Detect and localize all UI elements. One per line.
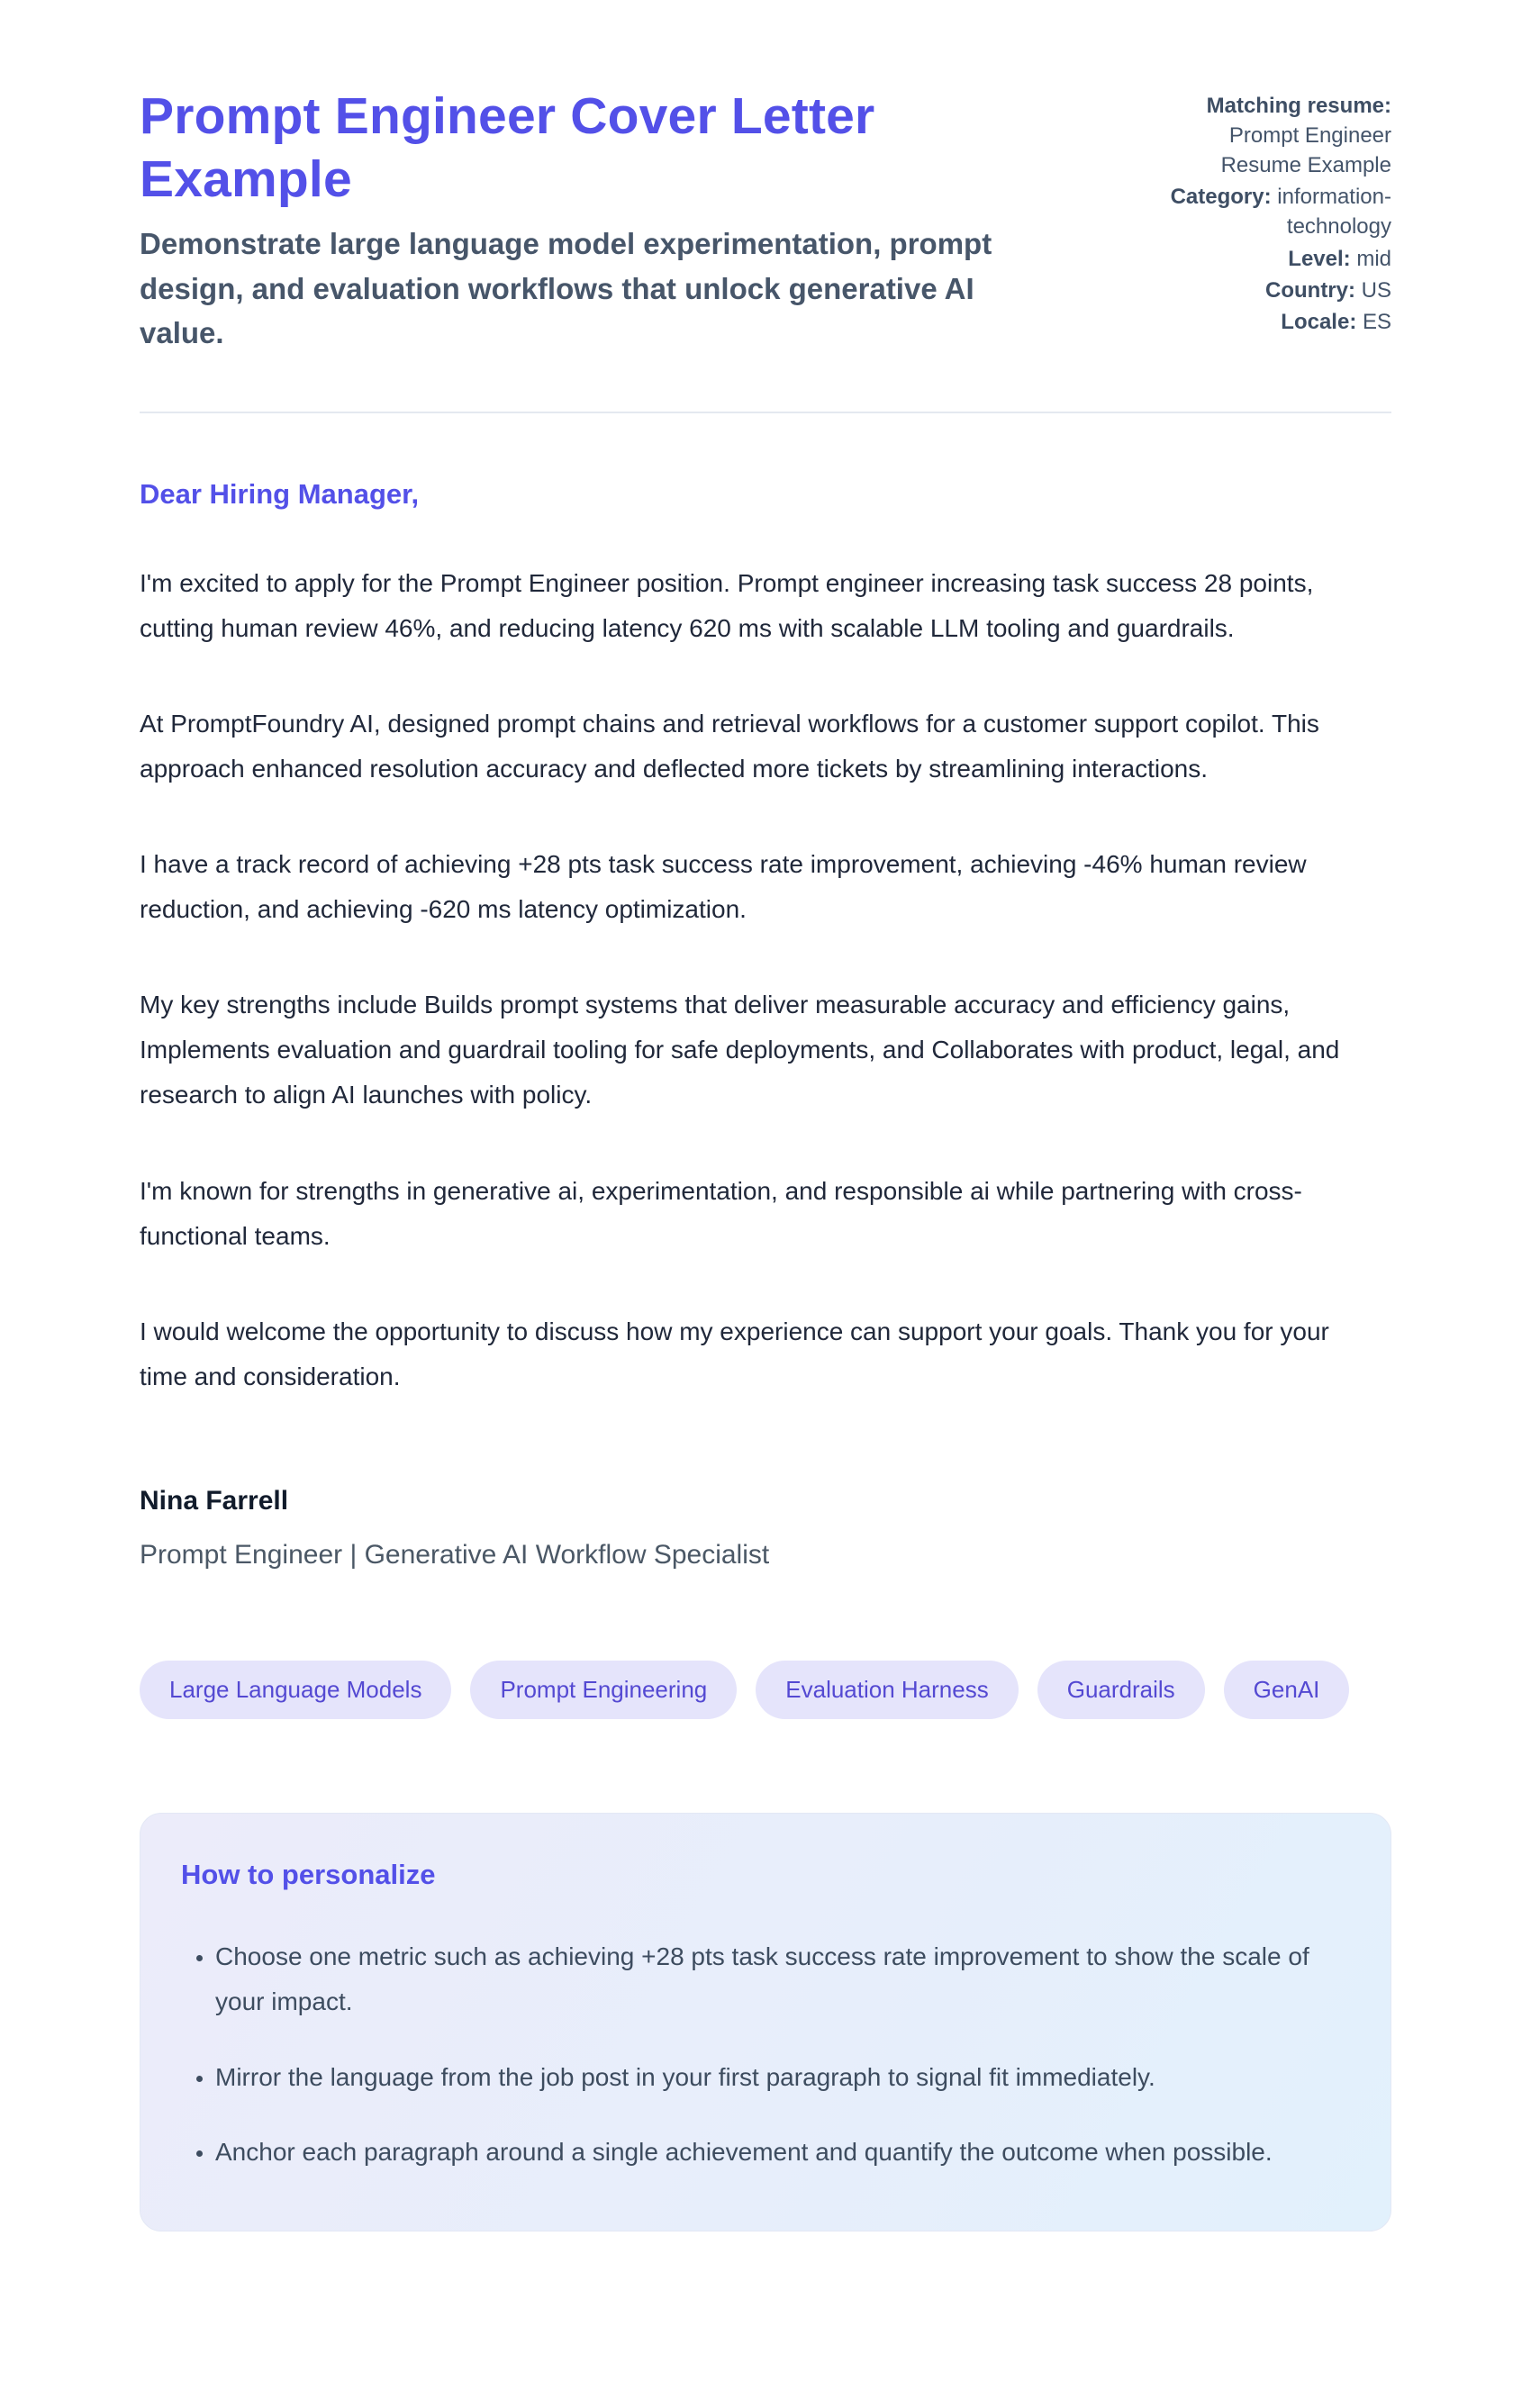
header-divider bbox=[140, 412, 1391, 413]
signature-role: Prompt Engineer | Generative AI Workflow Specialist bbox=[140, 1539, 770, 1570]
meta-matching-resume-value: Prompt Engineer Resume Example bbox=[1220, 123, 1391, 178]
tag-large-language-models[interactable]: Large Language Models bbox=[140, 1661, 451, 1719]
page-header bbox=[140, 86, 1391, 356]
meta-level-label: Level: bbox=[1288, 246, 1351, 271]
meta-locale-label: Locale: bbox=[1281, 309, 1357, 334]
how-to-personalize-card bbox=[140, 1813, 1391, 2231]
tag-guardrails[interactable]: Guardrails bbox=[1037, 1661, 1205, 1719]
header-title-block bbox=[140, 86, 1049, 356]
meta-locale bbox=[1144, 307, 1391, 337]
signature-name: Nina Farrell bbox=[140, 1485, 289, 1516]
tips-title: How to personalize bbox=[181, 1858, 436, 1890]
letter-paragraph-4: My key strengths include Builds prompt systems that deliver measurable accuracy and efficiency gains, Implements evaluation and guardrail tooling for safe deployments, and Collaborates with product, legal, and research to align AI launches with policy. bbox=[140, 991, 1340, 1109]
tag-prompt-engineering[interactable]: Prompt Engineering bbox=[470, 1661, 737, 1719]
tag-genai[interactable]: GenAI bbox=[1224, 1661, 1350, 1719]
tag-evaluation-harness[interactable]: Evaluation Harness bbox=[756, 1661, 1018, 1719]
meta-locale-value: ES bbox=[1362, 309, 1391, 334]
skill-tags-row bbox=[140, 1661, 1391, 1719]
letter-paragraph-5: I'm known for strengths in generative ai, experimentation, and responsible ai while partnering with cross-functional teams. bbox=[140, 1176, 1302, 1250]
meta-category bbox=[1144, 182, 1391, 241]
meta-country bbox=[1144, 276, 1391, 305]
meta-category-label: Category: bbox=[1170, 185, 1272, 210]
letter-paragraph-3: I have a track record of achieving +28 pts task success rate improvement, achieving -46% human review reduction, and achieving -620 ms latency optimization. bbox=[140, 850, 1307, 924]
meta-level bbox=[1144, 244, 1391, 274]
page-title: Prompt Engineer Cover Letter Example bbox=[140, 87, 875, 208]
cover-letter-body bbox=[140, 478, 1391, 1571]
letter-paragraph-2: At PromptFoundry AI, designed prompt chains and retrieval workflows for a customer support copilot. This approach enhanced resolution accuracy and deflected more tickets by streamlining interactions. bbox=[140, 709, 1319, 783]
meta-country-value: US bbox=[1361, 277, 1391, 303]
tip-item-1: • Choose one metric such as achieving +28 pts task success rate improvement to show the scale of your impact. bbox=[215, 1934, 1332, 2024]
meta-category-value: information-technology bbox=[1277, 185, 1391, 240]
tip-item-2: • Mirror the language from the job post in your first paragraph to signal fit immediately. bbox=[215, 2055, 1332, 2100]
page-subtitle: Demonstrate large language model experimentation, prompt design, and evaluation workflows that unlock generative AI value. bbox=[140, 227, 992, 350]
letter-paragraph-1: I'm excited to apply for the Prompt Engineer position. Prompt engineer increasing task success 28 points, cutting human review 46%, and reducing latency 620 ms with scalable LLM tooling and guardrails. bbox=[140, 568, 1314, 642]
meta-country-label: Country: bbox=[1265, 277, 1355, 303]
meta-panel bbox=[1144, 91, 1391, 339]
meta-level-value: mid bbox=[1356, 246, 1391, 271]
letter-greeting: Dear Hiring Manager, bbox=[140, 477, 420, 510]
letter-paragraph-6: I would welcome the opportunity to discuss how my experience can support your goals. Thank you for your time and consideration. bbox=[140, 1317, 1329, 1390]
meta-matching-resume-label: Matching resume: bbox=[1206, 94, 1391, 118]
tips-list bbox=[181, 1934, 1341, 2175]
meta-matching-resume bbox=[1144, 91, 1391, 180]
tip-item-3: • Anchor each paragraph around a single achievement and quantify the outcome when possible. bbox=[215, 2130, 1332, 2175]
